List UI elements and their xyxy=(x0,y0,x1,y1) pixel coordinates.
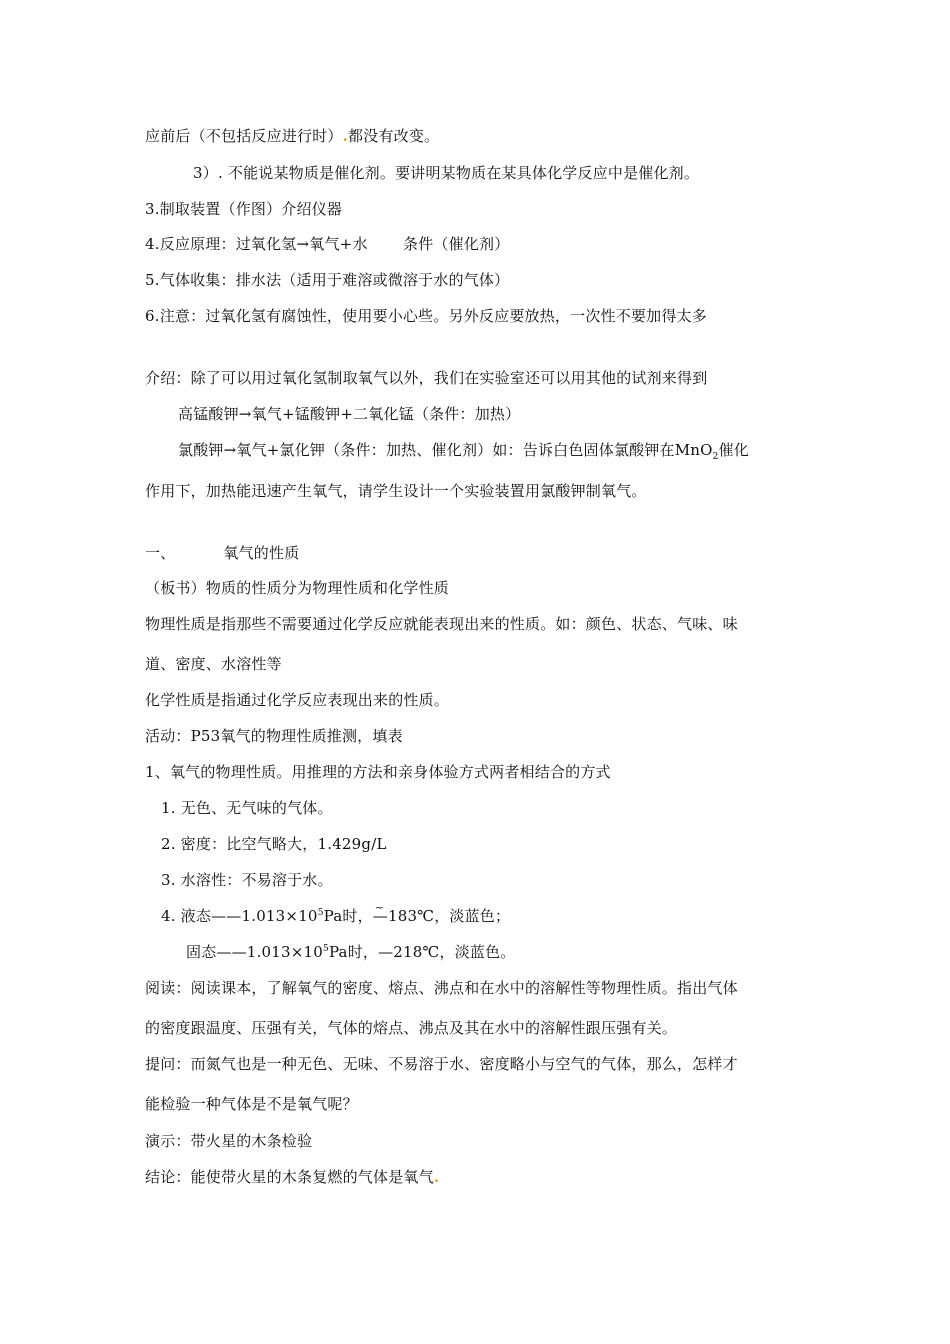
section-heading: 3.制取装置（作图）介绍仪器 xyxy=(145,200,343,218)
activity-line: 活动：P53氧气的物理性质推测，填表 xyxy=(145,727,403,745)
paragraph-line: 阅读：阅读课本，了解氧气的密度、熔点、沸点和在水中的溶解性等物理性质。指出气体 xyxy=(145,979,738,997)
section-title xyxy=(145,543,299,563)
paragraph-line: 3）. 不能说某物质是催化剂。要讲明某物质在某具体化学反应中是催化剂。 xyxy=(193,164,700,182)
text-segment: 应前后（不包括反应进行时） xyxy=(145,127,343,145)
paragraph-line: 化学性质是指通过化学反应表现出来的性质。 xyxy=(145,691,450,709)
text-segment: 催化 xyxy=(718,441,750,459)
subscript: 2 xyxy=(712,452,719,462)
reaction-equation: 高锰酸钾→氧气+锰酸钾+二氧化锰（条件：加热） xyxy=(178,405,521,423)
text-segment: 183℃，淡蓝色； xyxy=(388,907,511,925)
paragraph-line: 的密度跟温度、压强有关，气体的熔点、沸点及其在水中的溶解性跟压强有关。 xyxy=(145,1019,678,1037)
reaction-principle: 4.反应原理：过氧化氢→氧气+水 条件（催化剂） xyxy=(145,235,510,253)
text-segment: 都没有改变。 xyxy=(348,127,440,145)
list-item xyxy=(186,942,516,962)
list-item: 2. 密度：比空气略大，1.429g/L xyxy=(161,835,387,853)
text-segment: 4. 液态——1.013×10 xyxy=(161,907,318,925)
paragraph-line: 物理性质是指那些不需要通过化学反应就能表现出来的性质。如：颜色、状态、气味、味 xyxy=(145,615,738,633)
paragraph-line xyxy=(145,126,439,146)
paragraph-line: （板书）物质的性质分为物理性质和化学性质 xyxy=(145,579,450,597)
conclusion-line xyxy=(145,1167,439,1187)
highlight-dot: . xyxy=(342,127,349,145)
section-number: 一、 xyxy=(145,544,176,562)
text-segment: 固态——1.013×10 xyxy=(186,943,323,961)
section-title-text: 氧气的性质 xyxy=(223,544,300,562)
caution-note: 6.注意：过氧化氢有腐蚀性，使用要小心些。另外反应要放热，一次性不要加得太多 xyxy=(145,307,707,325)
superscript: 5 xyxy=(323,944,329,954)
list-item: 3. 水溶性：不易溶于水。 xyxy=(161,871,333,889)
paragraph-line: 作用下，加热能迅速产生氧气，请学生设计一个实验装置用氯酸钾制氧气。 xyxy=(145,482,647,500)
paragraph-line: 1、氧气的物理性质。用推理的方法和亲身体验方式两者相结合的方式 xyxy=(145,763,611,781)
demonstration-line: 演示：带火星的木条检验 xyxy=(145,1132,313,1150)
question-line: 提问：而氮气也是一种无色、无味、不易溶于水、密度略小与空气的气体，那么，怎样才 xyxy=(145,1055,738,1073)
gas-collection: 5.气体收集：排水法（适用于难溶或微溶于水的气体） xyxy=(145,271,510,289)
minus-sign: ~ — xyxy=(373,907,388,925)
list-item: 1. 无色、无气味的气体。 xyxy=(161,799,333,817)
reaction-equation xyxy=(178,440,749,460)
text-segment: 结论：能使带火星的木条复燃的气体是氧气 xyxy=(145,1168,434,1186)
list-item xyxy=(161,906,510,926)
paragraph-line: 道、密度、水溶性等 xyxy=(145,655,282,673)
paragraph-line: 能检验一种气体是不是氧气呢？ xyxy=(145,1095,358,1113)
text-segment: Pa时，—218℃，淡蓝色。 xyxy=(328,943,516,961)
highlight-dot: . xyxy=(433,1168,440,1186)
superscript: 5 xyxy=(317,908,324,918)
text-segment: 氯酸钾→氧气+氯化钾（条件：加热、催化剂）如：告诉白色固体氯酸钾在MnO xyxy=(178,441,713,459)
paragraph-line: 介绍：除了可以用过氧化氢制取氧气以外，我们在实验室还可以用其他的试剂来得到 xyxy=(145,369,708,387)
text-segment: Pa时， xyxy=(323,907,373,925)
